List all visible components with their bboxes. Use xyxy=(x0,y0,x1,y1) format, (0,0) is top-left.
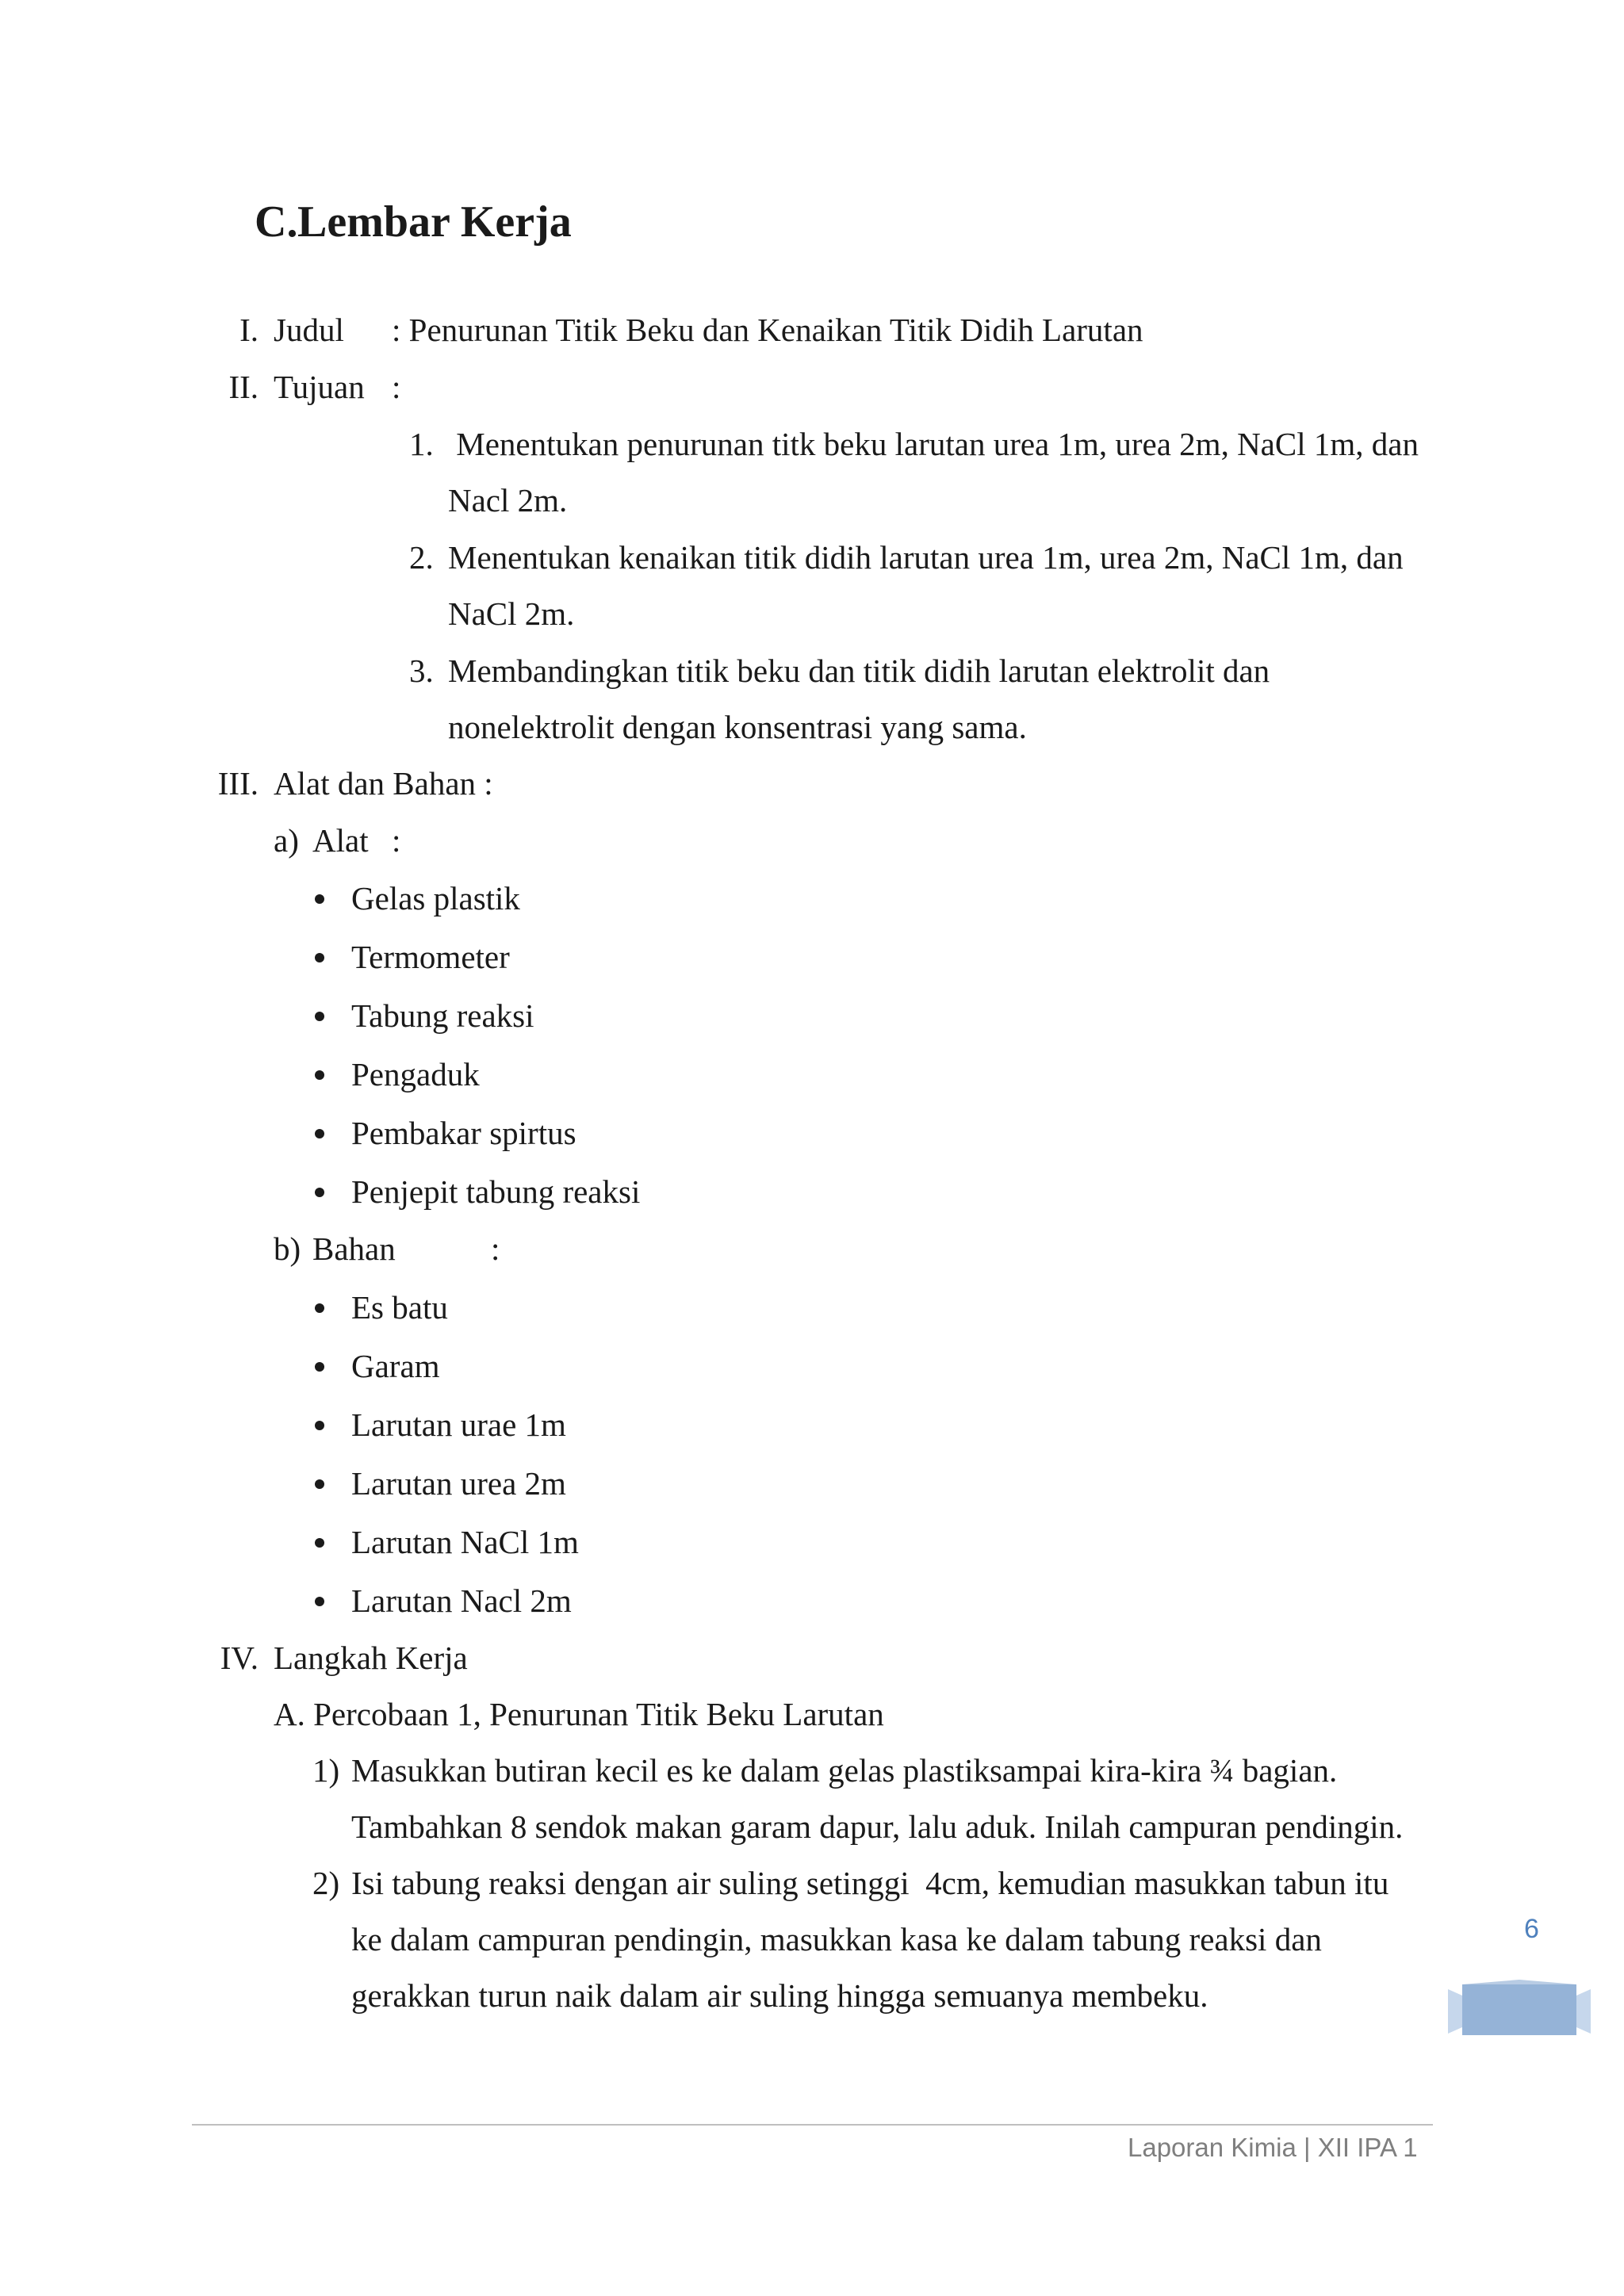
bullet-icon xyxy=(315,1362,324,1372)
bahan-label: Bahan xyxy=(312,1230,396,1267)
alat-colon: : xyxy=(392,822,401,859)
alat-item: Termometer xyxy=(351,939,510,975)
page-number: 6 xyxy=(1524,1914,1539,1944)
alat-bahan-number: III. xyxy=(217,765,259,802)
judul-number: I. xyxy=(239,312,259,348)
bullet-icon xyxy=(315,1479,324,1489)
bahan-item: Garam xyxy=(351,1348,440,1384)
tujuan-item-text: NaCl 2m. xyxy=(448,595,575,632)
tujuan-colon: : xyxy=(392,369,401,405)
tujuan-item-number: 3. xyxy=(409,652,434,689)
bahan-letter: b) xyxy=(274,1230,301,1267)
tujuan-item-number: 1. xyxy=(409,426,434,462)
step-text: Tambahkan 8 sendok makan garam dapur, lalu aduk. Inilah campuran pendingin. xyxy=(351,1808,1404,1845)
tujuan-item-text: Membandingkan titik beku dan titik didih larutan elektrolit dan xyxy=(448,652,1270,689)
bullet-icon xyxy=(315,1421,324,1430)
step-number: 2) xyxy=(312,1865,340,1901)
bahan-colon: : xyxy=(491,1230,500,1267)
bullet-icon xyxy=(315,1597,324,1606)
bullet-icon xyxy=(315,1070,324,1080)
tujuan-item-text: Nacl 2m. xyxy=(448,482,568,519)
alat-bahan-label: Alat dan Bahan : xyxy=(274,765,493,802)
tujuan-label: Tujuan xyxy=(274,369,365,405)
alat-item: Tabung reaksi xyxy=(351,997,534,1034)
bullet-icon xyxy=(315,953,324,962)
tujuan-item-text: nonelektrolit dengan konsentrasi yang sama. xyxy=(448,709,1027,745)
bullet-icon xyxy=(315,1188,324,1197)
alat-label: Alat xyxy=(312,822,369,859)
section-heading xyxy=(255,197,572,247)
footer-rule xyxy=(192,2124,1433,2126)
percobaan-heading: A. Percobaan 1, Penurunan Titik Beku Larutan xyxy=(274,1696,884,1732)
section-title: Lembar Kerja xyxy=(297,197,572,247)
page-ribbon-icon xyxy=(1448,1978,1591,2042)
bullet-icon xyxy=(315,894,324,904)
bahan-item: Larutan Nacl 2m xyxy=(351,1582,572,1619)
alat-item: Pengaduk xyxy=(351,1056,480,1093)
judul-label: Judul xyxy=(274,312,344,348)
step-text: ke dalam campuran pendingin, masukkan kasa ke dalam tabung reaksi dan xyxy=(351,1921,1322,1957)
bahan-item: Larutan urae 1m xyxy=(351,1406,566,1443)
bullet-icon xyxy=(315,1538,324,1548)
step-text: gerakkan turun naik dalam air suling hingga semuanya membeku. xyxy=(351,1977,1208,2014)
alat-item: Penjepit tabung reaksi xyxy=(351,1173,641,1210)
tujuan-item-text: Menentukan kenaikan titik didih larutan urea 1m, urea 2m, NaCl 1m, dan xyxy=(448,539,1404,576)
footer-text: Laporan Kimia | XII IPA 1 xyxy=(1128,2133,1418,2162)
alat-item: Pembakar spirtus xyxy=(351,1115,576,1151)
langkah-number: IV. xyxy=(220,1640,259,1676)
bullet-icon xyxy=(315,1303,324,1313)
tujuan-item-text: Menentukan penurunan titk beku larutan urea 1m, urea 2m, NaCl 1m, dan xyxy=(448,426,1419,462)
step-text: Masukkan butiran kecil es ke dalam gelas plastiksampai kira-kira ¾ bagian. xyxy=(351,1752,1338,1789)
langkah-label: Langkah Kerja xyxy=(274,1640,468,1676)
bahan-item: Larutan urea 2m xyxy=(351,1465,566,1502)
tujuan-number: II. xyxy=(228,369,259,405)
tujuan-item-number: 2. xyxy=(409,539,434,576)
bullet-icon xyxy=(315,1129,324,1138)
alat-item: Gelas plastik xyxy=(351,880,520,916)
bahan-item: Larutan NaCl 1m xyxy=(351,1524,579,1560)
judul-value: : Penurunan Titik Beku dan Kenaikan Titik Didih Larutan xyxy=(392,312,1143,348)
bullet-icon xyxy=(315,1012,324,1021)
step-number: 1) xyxy=(312,1752,340,1789)
step-text: Isi tabung reaksi dengan air suling setinggi 4cm, kemudian masukkan tabun itu xyxy=(351,1865,1389,1901)
alat-letter: a) xyxy=(274,822,299,859)
bahan-item: Es batu xyxy=(351,1289,448,1326)
section-letter: C. xyxy=(255,197,298,247)
